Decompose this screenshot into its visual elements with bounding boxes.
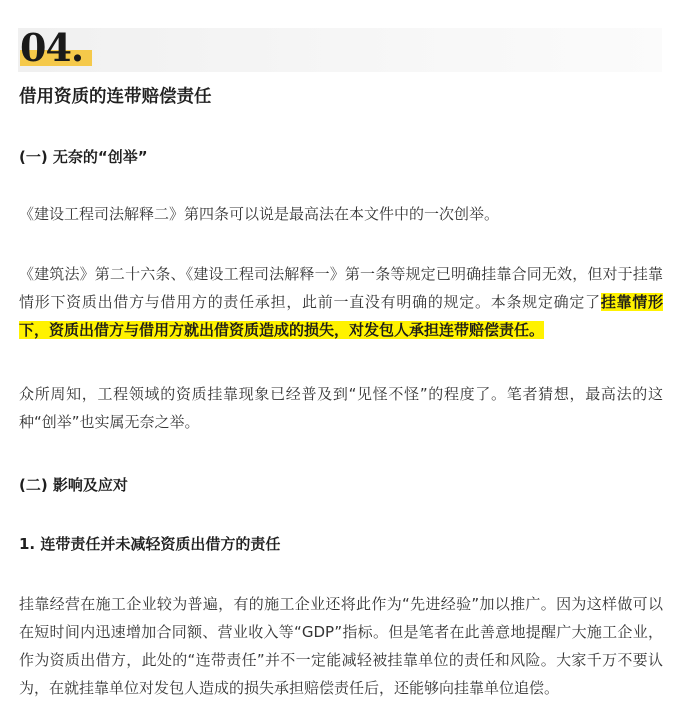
part1-paragraph-2: [19, 260, 663, 344]
part1-heading: (一) 无奈的“创举”: [19, 148, 148, 166]
part2-subheading: 1. 连带责任并未减轻资质出借方的责任: [19, 535, 281, 553]
part2-heading: (二) 影响及应对: [19, 476, 128, 494]
section-number-block: [20, 26, 83, 70]
section-title: 借用资质的连带赔偿责任: [19, 87, 212, 107]
highlighted-text: 挂靠情形下，资质出借方与借用方就出借资质造成的损失，对发包人承担连带赔偿责任。: [19, 293, 663, 339]
section-header-bar: [18, 25, 662, 72]
part1-paragraph-2-lead: 《建筑法》第二十六条、《建设工程司法解释一》第一条等规定已明确挂靠合同无效，但对于挂靠情形下资质出借方与借用方的责任承担，此前一直没有明确的规定。本条规定确定了: [19, 265, 663, 311]
part1-paragraph-1: 《建设工程司法解释二》第四条可以说是最高法在本文件中的一次创举。: [19, 205, 500, 223]
part2-paragraph-1: 挂靠经营在施工企业较为普遍，有的施工企业还将此作为“先进经验”加以推广。因为这样做可以在短时间内迅速增加合同额、营业收入等“GDP”指标。但是笔者在此善意地提醒广大施工企业，作为资质出借方，此处的“连带责任”并不一定能减轻被挂靠单位的责任和风险。大家千万不要认为，在就挂靠单位对发包人造成的损失承担赔偿责任后，还能够向挂靠单位追偿。: [19, 595, 663, 697]
part1-paragraph-3: 众所周知，工程领域的资质挂靠现象已经普及到“见怪不怪”的程度了。笔者猜想，最高法的这种“创举”也实属无奈之举。: [19, 385, 663, 431]
section-number: 04.: [20, 25, 84, 70]
